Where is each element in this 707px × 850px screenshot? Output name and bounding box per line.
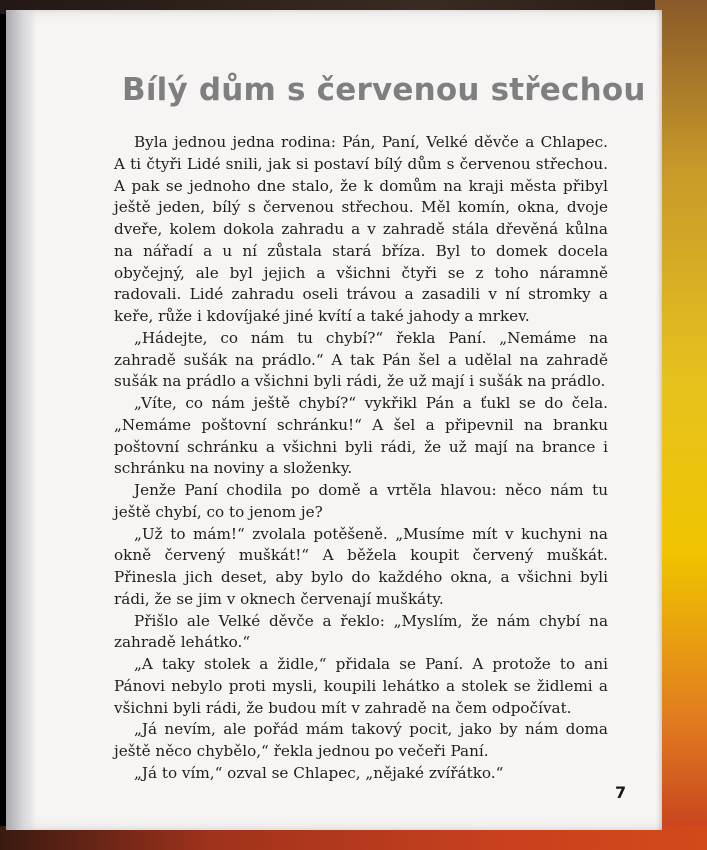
page-gutter-shadow [6, 10, 36, 830]
book-cover-right-edge [655, 0, 707, 850]
paragraph: Byla jednou jedna rodina: Pán, Paní, Velké děvče a Chlapec. A ti čtyři Lidé snili, jak si postaví bílý dům s červenou střechou. A pak se jednoho dne stalo, že k domům na kraji města přibyl ještě jeden, bílý s červenou střechou. Měl komín, okna, dvoje dveře, kolem dokola zahradu a v zahradě stála dřevěná kůlna na nářadí a u ní zůstala stará bříza. Byl to domek docela obyčejný, ale byl jejich a všichni čtyři se z toho náramně radovali. Lidé zahradu oseli trávou a zasadili v ní stromky a keře, růže i kdovíjaké jiné kvítí a také jahody a mrkev. [114, 133, 608, 325]
paragraph: Přišlo ale Velké děvče a řeklo: „Myslím, že nám chybí na zahradě lehátko.“ [114, 611, 608, 652]
paragraph: Jenže Paní chodila po domě a vrtěla hlavou: něco nám tu ještě chybí, co to jenom je? [114, 481, 608, 521]
page-number: 7 [615, 783, 627, 802]
paragraph: „Hádejte, co nám tu chybí?“ řekla Paní. „Nemáme na zahradě sušák na prádlo.“ A tak Pán šel a udělal na zahradě sušák na prádlo a všichni byli rádi, že už mají i sušák na prádlo. [114, 328, 608, 391]
paragraph: „Já nevím, ale pořád mám takový pocit, jako by nám doma ještě něco chybělo,“ řekla jednou po večeři Paní. [114, 720, 608, 760]
paragraph: „Už to mám!“ zvolala potěšeně. „Musíme mít v kuchyni na okně červený muškát!“ A běžela koupit červený muškát. Přinesla jich deset, aby bylo do každého okna, a všichni byli rádi, že se jim v oknech červenají muškáty. [114, 524, 608, 608]
paragraph: „Já to vím,“ ozval se Chlapec, „nějaké zvířátko.“ [134, 763, 504, 782]
chapter-title: Bílý dům s červenou střechou [122, 72, 646, 108]
book-page [6, 10, 662, 830]
paragraph: „Víte, co nám ještě chybí?“ vykřikl Pán a ťukl se do čela. „Nemáme poštovní schránku!“ A šel a připevnil na branku poštovní schránku a všichni byli rádi, že už mají na brance i schránku na noviny a složenky. [114, 394, 608, 478]
body-text [114, 132, 608, 785]
paragraph: „A taky stolek a židle,“ přidala se Paní. A protože to ani Pánovi nebylo proti mysli, koupili lehátko a stolek se židlemi a všichni byli rádi, že budou mít v zahradě na čem odpočívat. [114, 655, 608, 717]
